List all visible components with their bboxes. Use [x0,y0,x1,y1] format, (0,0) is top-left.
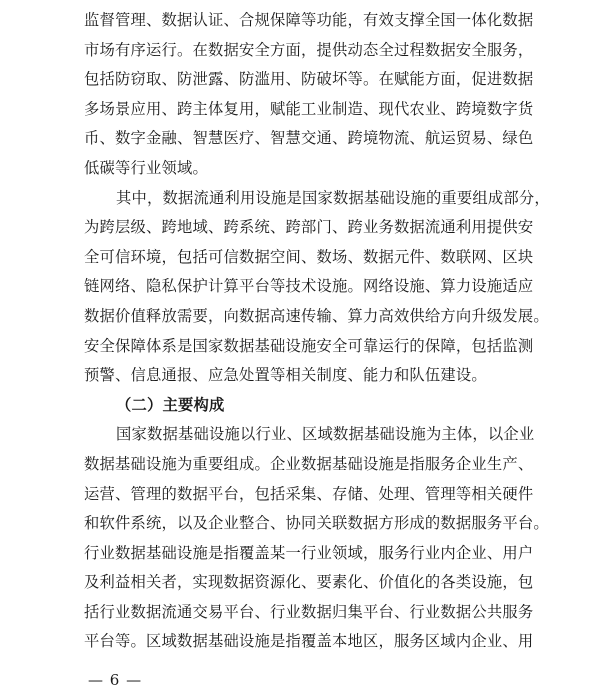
text-line: 链网络、隐私保护计算平台等技术设施。网络设施、算力设施适应 [84,277,534,296]
text-line: 监督管理、数据认证、合规保障等功能，有效支撑全国一体化数据 [84,11,534,29]
text-line: 数据基础设施为重要组成。企业数据基础设施是指服务企业生产、 [84,454,534,473]
text-line: 低碳等行业领域。 [84,158,208,177]
text-line: 多场景应用、跨主体复用，赋能工业制造、现代农业、跨境数字货 [84,99,534,118]
page-number: — 6 — [88,671,143,689]
text-line: 币、数字金融、智慧医疗、智慧交通、跨境物流、航运贸易、绿色 [84,129,534,148]
section-heading: （二）主要构成 [116,395,225,414]
text-line: 全可信环境，包括可信数据空间、数场、数据元件、数联网、区块 [84,247,534,266]
text-line: 安全保障体系是国家数据基础设施安全可靠运行的保障，包括监测 [84,336,534,355]
text-line: 括行业数据流通交易平台、行业数据归集平台、行业数据公共服务 [84,602,534,621]
document-body [84,6,550,657]
text-line: 预警、信息通报、应急处置等相关制度、能力和队伍建设。 [84,366,487,385]
text-line: 为跨层级、跨地域、跨系统、跨部门、跨业务数据流通利用提供安 [84,218,534,237]
paragraph-3 [84,420,550,657]
paragraph-1 [84,6,550,184]
text-line: 数据价值释放需要，向数据高速传输、算力高效供给方向升级发展。 [84,306,549,325]
text-line: 运营、管理的数据平台，包括采集、存储、处理、管理等相关硬件 [84,484,534,503]
text-line: 包括防窃取、防泄露、防滥用、防破坏等。在赋能方面，促进数据 [84,70,534,89]
text-line: 其中，数据流通利用设施是国家数据基础设施的重要组成部分， [116,188,550,207]
text-line: 和软件系统，以及企业整合、协同关联数据方形成的数据服务平台。 [84,514,549,533]
text-line: 国家数据基础设施以行业、区域数据基础设施为主体，以企业 [116,425,535,444]
text-line: 市场有序运行。在数据安全方面，提供动态全过程数据安全服务， [84,40,534,59]
text-line: 及利益相关者，实现数据资源化、要素化、价值化的各类设施，包 [84,573,534,592]
paragraph-2 [84,184,550,391]
text-line: 行业数据基础设施是指覆盖某一行业领域，服务行业内企业、用户 [84,543,534,562]
text-line: 平台等。区域数据基础设施是指覆盖本地区，服务区域内企业、用 [84,632,534,651]
